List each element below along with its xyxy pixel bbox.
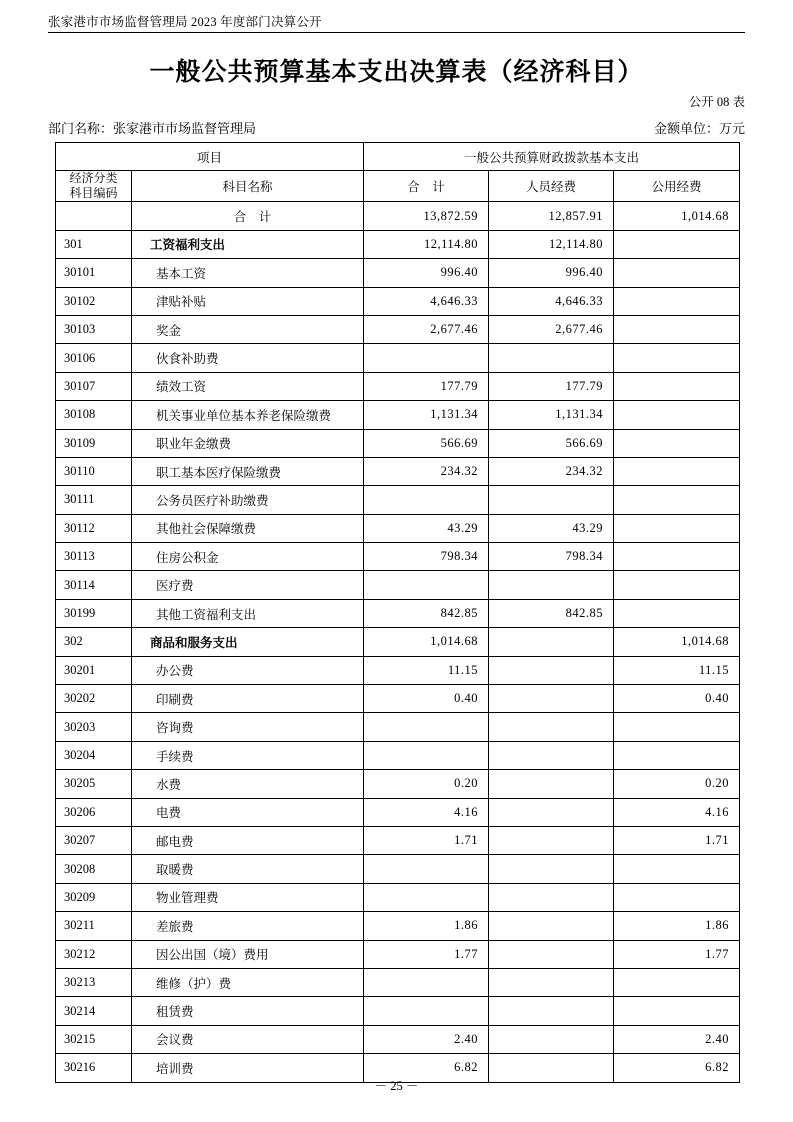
cell-subject-name: 租赁费: [132, 997, 364, 1025]
cell-total: 842.85: [364, 599, 489, 627]
table-row: [56, 883, 740, 911]
cell-personnel: [489, 628, 614, 656]
table-column-header-row: [56, 171, 740, 202]
cell-code: 30106: [56, 344, 132, 372]
cell-subject-name: 公务员医疗补助缴费: [132, 486, 364, 514]
cell-subject-name: 商品和服务支出: [132, 628, 364, 656]
cell-personnel: [489, 798, 614, 826]
cell-subject-name: 绩效工资: [132, 372, 364, 400]
cell-code: 30205: [56, 770, 132, 798]
table-group-header-row: [56, 143, 740, 171]
cell-code: 301: [56, 230, 132, 258]
group-header-funding: 一般公共预算财政拨款基本支出: [364, 143, 740, 171]
cell-public: 2.40: [614, 1025, 740, 1053]
cell-personnel: [489, 486, 614, 514]
column-header-personnel: 人员经费: [489, 171, 614, 202]
cell-public: [614, 599, 740, 627]
cell-personnel: 996.40: [489, 259, 614, 287]
cell-code: 30111: [56, 486, 132, 514]
table-row: [56, 457, 740, 485]
cell-total: 798.34: [364, 543, 489, 571]
table-row: [56, 401, 740, 429]
header-rule: [48, 32, 745, 33]
cell-code: 30201: [56, 656, 132, 684]
cell-subject-name: 办公费: [132, 656, 364, 684]
cell-personnel: [489, 344, 614, 372]
cell-subject-name: 会议费: [132, 1025, 364, 1053]
cell-subject-name: 职业年金缴费: [132, 429, 364, 457]
cell-total: [364, 741, 489, 769]
cell-code: 30212: [56, 940, 132, 968]
cell-total: 1,014.68: [364, 628, 489, 656]
cell-public: [614, 514, 740, 542]
cell-subject-name: 培训费: [132, 1054, 364, 1082]
table-row: [56, 429, 740, 457]
cell-personnel: 177.79: [489, 372, 614, 400]
cell-total: 177.79: [364, 372, 489, 400]
cell-total: [364, 883, 489, 911]
cell-subject-name: 物业管理费: [132, 883, 364, 911]
cell-personnel: 43.29: [489, 514, 614, 542]
cell-total: [364, 968, 489, 996]
cell-personnel: [489, 685, 614, 713]
table-row: [56, 713, 740, 741]
cell-total: [364, 713, 489, 741]
column-header-total: 合 计: [364, 171, 489, 202]
cell-public: [614, 401, 740, 429]
cell-total: 12,114.80: [364, 230, 489, 258]
cell-public: 1.86: [614, 912, 740, 940]
table-row: [56, 798, 740, 826]
cell-personnel: 12,114.80: [489, 230, 614, 258]
table-body: [56, 202, 740, 1082]
cell-subject-name: 差旅费: [132, 912, 364, 940]
cell-personnel: 798.34: [489, 543, 614, 571]
cell-code: 30109: [56, 429, 132, 457]
cell-personnel: 566.69: [489, 429, 614, 457]
cell-code: 30204: [56, 741, 132, 769]
cell-personnel: [489, 1025, 614, 1053]
cell-code: 30209: [56, 883, 132, 911]
cell-total: 234.32: [364, 457, 489, 485]
table-row: [56, 259, 740, 287]
cell-code: 30214: [56, 997, 132, 1025]
cell-total: 13,872.59: [364, 202, 489, 230]
cell-total: 43.29: [364, 514, 489, 542]
cell-total: 1.77: [364, 940, 489, 968]
cell-personnel: [489, 940, 614, 968]
cell-subject-name: 邮电费: [132, 826, 364, 854]
cell-personnel: [489, 656, 614, 684]
cell-code: 30213: [56, 968, 132, 996]
cell-subject-name: 伙食补助费: [132, 344, 364, 372]
cell-subject-name: 奖金: [132, 315, 364, 343]
cell-public: [614, 741, 740, 769]
cell-personnel: [489, 770, 614, 798]
cell-total: 4.16: [364, 798, 489, 826]
cell-code: 30202: [56, 685, 132, 713]
cell-public: [614, 230, 740, 258]
cell-subject-name: 因公出国（境）费用: [132, 940, 364, 968]
cell-public: 11.15: [614, 656, 740, 684]
cell-public: 0.40: [614, 685, 740, 713]
cell-personnel: [489, 883, 614, 911]
cell-code: 30112: [56, 514, 132, 542]
cell-public: [614, 968, 740, 996]
cell-total: [364, 855, 489, 883]
cell-public: [614, 457, 740, 485]
cell-code: 30208: [56, 855, 132, 883]
cell-personnel: [489, 741, 614, 769]
cell-code: 30102: [56, 287, 132, 315]
cell-personnel: 1,131.34: [489, 401, 614, 429]
cell-public: 1.71: [614, 826, 740, 854]
cell-code: 30108: [56, 401, 132, 429]
cell-personnel: [489, 912, 614, 940]
cell-code: 30207: [56, 826, 132, 854]
cell-public: [614, 287, 740, 315]
table-row: [56, 315, 740, 343]
cell-personnel: [489, 968, 614, 996]
cell-personnel: [489, 826, 614, 854]
cell-public: [614, 997, 740, 1025]
table-row: [56, 543, 740, 571]
table-row: [56, 486, 740, 514]
cell-public: 1,014.68: [614, 202, 740, 230]
cell-code: 30206: [56, 798, 132, 826]
cell-personnel: 234.32: [489, 457, 614, 485]
table-row: [56, 344, 740, 372]
table-row: [56, 287, 740, 315]
cell-total: 1.71: [364, 826, 489, 854]
cell-code: 302: [56, 628, 132, 656]
cell-total: 2,677.46: [364, 315, 489, 343]
column-header-code-line1: 经济分类: [69, 171, 118, 186]
cell-code: 30103: [56, 315, 132, 343]
cell-public: [614, 315, 740, 343]
cell-subject-name: 医疗费: [132, 571, 364, 599]
cell-public: 1,014.68: [614, 628, 740, 656]
form-number: 公开 08 表: [688, 95, 745, 109]
cell-personnel: 12,857.91: [489, 202, 614, 230]
cell-public: [614, 429, 740, 457]
cell-personnel: [489, 997, 614, 1025]
cell-total: 1.86: [364, 912, 489, 940]
cell-public: [614, 372, 740, 400]
table-row: [56, 571, 740, 599]
cell-total: [364, 997, 489, 1025]
cell-total: 0.40: [364, 685, 489, 713]
page-title: 一般公共预算基本支出决算表（经济科目）: [149, 59, 644, 86]
cell-total: 1,131.34: [364, 401, 489, 429]
table-row: [56, 599, 740, 627]
department-label: 部门名称：张家港市市场监督管理局: [48, 121, 257, 136]
table-row: [56, 372, 740, 400]
table-head: [56, 143, 740, 202]
running-head: 张家港市市场监督管理局 2023 年度部门决算公开: [48, 15, 322, 29]
table-row: [56, 997, 740, 1025]
cell-code: 30107: [56, 372, 132, 400]
cell-total: 6.82: [364, 1054, 489, 1082]
cell-total: 11.15: [364, 656, 489, 684]
cell-public: 0.20: [614, 770, 740, 798]
table-row: [56, 628, 740, 656]
group-header-project: 项目: [56, 143, 364, 171]
cell-subject-name: 津贴补贴: [132, 287, 364, 315]
cell-total: 566.69: [364, 429, 489, 457]
table-row: [56, 685, 740, 713]
cell-personnel: 842.85: [489, 599, 614, 627]
cell-public: 4.16: [614, 798, 740, 826]
cell-public: 1.77: [614, 940, 740, 968]
table-row: [56, 826, 740, 854]
cell-public: [614, 713, 740, 741]
cell-subject-name: 职工基本医疗保险缴费: [132, 457, 364, 485]
cell-subject-name: 其他工资福利支出: [132, 599, 364, 627]
cell-public: [614, 259, 740, 287]
table-row: [56, 968, 740, 996]
cell-subject-name: 住房公积金: [132, 543, 364, 571]
table-row: [56, 230, 740, 258]
cell-personnel: [489, 713, 614, 741]
cell-code: [56, 202, 132, 230]
cell-code: 30101: [56, 259, 132, 287]
cell-personnel: 4,646.33: [489, 287, 614, 315]
cell-code: 30203: [56, 713, 132, 741]
cell-total: 0.20: [364, 770, 489, 798]
cell-personnel: 2,677.46: [489, 315, 614, 343]
cell-public: [614, 543, 740, 571]
cell-subject-name: 电费: [132, 798, 364, 826]
cell-code: 30215: [56, 1025, 132, 1053]
cell-code: 30199: [56, 599, 132, 627]
column-header-code-line2: 科目编码: [69, 186, 118, 201]
table-row: [56, 1025, 740, 1053]
cell-public: [614, 571, 740, 599]
table-row: [56, 202, 740, 230]
page-footer: － 25 －: [374, 1079, 419, 1093]
table-row: [56, 940, 740, 968]
cell-subject-name: 工资福利支出: [132, 230, 364, 258]
table-row: [56, 741, 740, 769]
column-header-code: [56, 171, 132, 202]
cell-personnel: [489, 855, 614, 883]
meta-row: [48, 118, 745, 137]
cell-public: [614, 883, 740, 911]
table-row: [56, 514, 740, 542]
cell-subject-name: 咨询费: [132, 713, 364, 741]
cell-personnel: [489, 571, 614, 599]
table-row: [56, 656, 740, 684]
cell-code: 30114: [56, 571, 132, 599]
cell-total: 996.40: [364, 259, 489, 287]
cell-subject-name: 合 计: [132, 202, 364, 230]
column-header-name: 科目名称: [132, 171, 364, 202]
table-row: [56, 770, 740, 798]
amount-unit-label: 金额单位：万元: [653, 121, 745, 136]
cell-total: 2.40: [364, 1025, 489, 1053]
cell-total: 4,646.33: [364, 287, 489, 315]
cell-total: [364, 344, 489, 372]
cell-total: [364, 571, 489, 599]
table-row: [56, 912, 740, 940]
cell-public: 6.82: [614, 1054, 740, 1082]
cell-subject-name: 印刷费: [132, 685, 364, 713]
cell-subject-name: 其他社会保障缴费: [132, 514, 364, 542]
cell-public: [614, 855, 740, 883]
cell-public: [614, 486, 740, 514]
table-row: [56, 855, 740, 883]
cell-subject-name: 机关事业单位基本养老保险缴费: [132, 401, 364, 429]
cell-subject-name: 水费: [132, 770, 364, 798]
cell-code: 30211: [56, 912, 132, 940]
cell-code: 30113: [56, 543, 132, 571]
cell-subject-name: 维修（护）费: [132, 968, 364, 996]
cell-subject-name: 基本工资: [132, 259, 364, 287]
cell-subject-name: 取暖费: [132, 855, 364, 883]
budget-table: [55, 142, 740, 1083]
cell-code: 30110: [56, 457, 132, 485]
cell-code: 30216: [56, 1054, 132, 1082]
cell-total: [364, 486, 489, 514]
column-header-public: 公用经费: [614, 171, 740, 202]
cell-subject-name: 手续费: [132, 741, 364, 769]
cell-public: [614, 344, 740, 372]
